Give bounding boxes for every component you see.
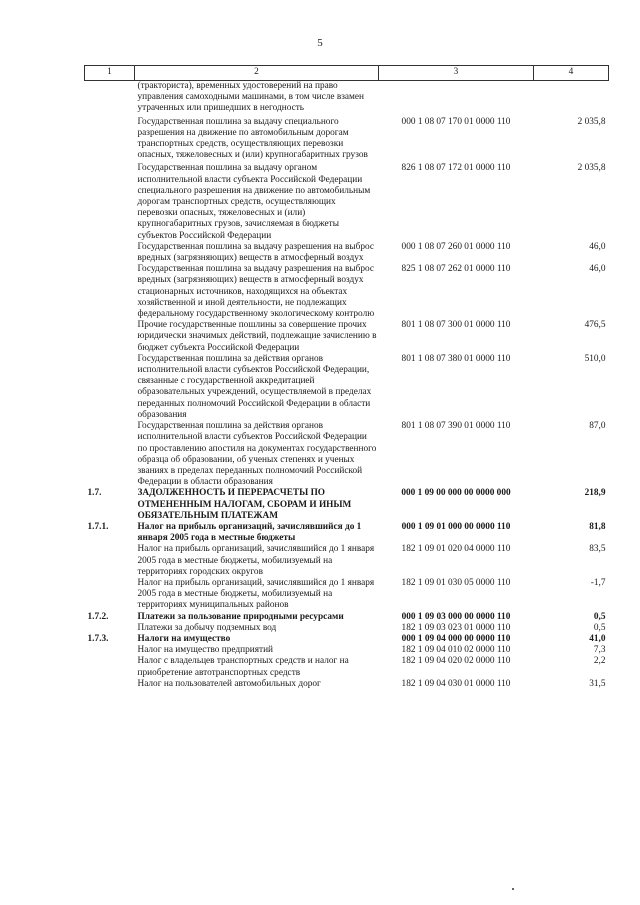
row-name: Государственная пошлина за выдачу специального разрешения на движение по автомобильным дорогам транспортных средств, осуществляющих перевозки опасных, тяжеловесных и (или) крупногабаритных грузов xyxy=(137,116,368,161)
table-row xyxy=(85,264,609,320)
scan-speck xyxy=(512,888,514,890)
row-code: 182 1 09 04 030 01 0000 110 xyxy=(401,678,511,689)
row-code: 000 1 09 04 000 00 0000 110 xyxy=(401,633,511,644)
table-row xyxy=(85,522,609,544)
row-amount: 31,5 xyxy=(589,678,606,689)
row-number xyxy=(85,421,135,488)
row-number xyxy=(85,320,135,354)
row-amount: 218,9 xyxy=(584,488,606,499)
header-cell: 1 xyxy=(85,66,135,81)
row-amount: 81,8 xyxy=(589,521,606,532)
table-row xyxy=(85,421,609,488)
row-number xyxy=(85,81,135,115)
table-row xyxy=(85,634,609,645)
row-amount: -1,7 xyxy=(590,577,606,588)
row-name: Налоги на имущество xyxy=(137,633,231,644)
row-code: 801 1 08 07 300 01 0000 110 xyxy=(401,320,511,331)
row-number xyxy=(85,578,135,612)
row-code: 182 1 09 04 020 02 0000 110 xyxy=(401,656,511,667)
table-row xyxy=(85,242,609,264)
row-amount: 83,5 xyxy=(589,544,606,555)
row-amount: 87,0 xyxy=(589,421,606,432)
row-name: Государственная пошлина за выдачу разрешения на выброс вредных (загрязняющих) веществ в атмосферный воздух xyxy=(137,241,375,264)
row-name: Государственная пошлина за действия органов исполнительной власти субъектов Российской Федерации, связанные с государственной аккредитацией образовательных учреждений, осуществляемой в пределах переданных полномочий Российской Федерации в области образования xyxy=(137,353,372,420)
row-amount: 2 035,8 xyxy=(577,163,606,174)
row-code: 000 1 09 03 000 00 0000 110 xyxy=(401,611,511,622)
row-name: ЗАДОЛЖЕННОСТЬ И ПЕРЕРАСЧЕТЫ ПО ОТМЕНЕННЫМ НАЛОГАМ, СБОРАМ И ИНЫМ ОБЯЗАТЕЛЬНЫМ ПЛАТЕЖАМ xyxy=(137,488,352,521)
row-amount: 0,5 xyxy=(593,622,606,633)
row-number xyxy=(85,679,135,690)
row-name: Налог с владельцев транспортных средств и налог на приобретение автотранспортных средств xyxy=(137,656,349,678)
row-number xyxy=(85,242,135,264)
row-code: 801 1 08 07 390 01 0000 110 xyxy=(401,421,511,432)
row-name: Платежи за пользование природными ресурсами xyxy=(137,611,344,622)
row-code: 000 1 08 07 170 01 0000 110 xyxy=(401,116,511,127)
row-number xyxy=(85,645,135,656)
row-number xyxy=(85,623,135,634)
row-name: (тракториста), временных удостоверений на право управления самоходными машинами, в том числе взамен утраченных или пришедших в негодность xyxy=(137,81,365,114)
row-code: 826 1 08 07 172 01 0000 110 xyxy=(401,163,511,174)
row-name: Налог на пользователей автомобильных дорог xyxy=(137,678,321,689)
table-row xyxy=(85,115,609,162)
row-name: Платежи за добычу подземных вод xyxy=(137,622,277,633)
header-cell: 3 xyxy=(379,66,534,81)
row-number xyxy=(85,354,135,421)
page-number: 5 xyxy=(317,37,323,49)
row-amount: 2,2 xyxy=(593,656,606,667)
row-amount: 7,3 xyxy=(593,645,606,656)
row-number xyxy=(85,161,135,241)
row-amount xyxy=(534,81,609,115)
table-row xyxy=(85,656,609,678)
table-row xyxy=(85,320,609,354)
row-name: Налог на прибыль организаций, зачислявшийся до 1 января 2005 года в местные бюджеты, мобилизуемый на территориях муниципальных районов xyxy=(137,577,375,611)
row-code: 182 1 09 04 010 02 0000 110 xyxy=(401,645,511,656)
row-name: Прочие государственные пошлины за совершение прочих юридически значимых действий, подлежащие зачислению в бюджет субъекта Российской Федерации xyxy=(137,320,377,353)
row-code: 801 1 08 07 380 01 0000 110 xyxy=(401,353,511,364)
row-name: Налог на имущество предприятий xyxy=(137,645,274,656)
row-number: 1.7.3. xyxy=(87,633,109,644)
row-number xyxy=(85,544,135,578)
row-number: 1.7. xyxy=(87,488,102,499)
row-number xyxy=(85,656,135,678)
table-row xyxy=(85,161,609,241)
header-cell: 2 xyxy=(135,66,379,81)
table-body xyxy=(85,81,609,690)
table-row xyxy=(85,544,609,578)
row-number: 1.7.2. xyxy=(87,611,109,622)
row-number: 1.7.1. xyxy=(87,521,109,532)
table-row xyxy=(85,679,609,690)
revenue-table xyxy=(84,65,609,690)
table-row xyxy=(85,623,609,634)
table-row xyxy=(85,488,609,522)
row-name: Налог на прибыль организаций, зачислявшийся до 1 января 2005 года в местные бюджеты, мобилизуемый на территориях городских округов xyxy=(137,544,375,577)
row-name: Государственная пошлина за выдачу разрешения на выброс вредных (загрязняющих) веществ в атмосферный воздух стационарных источников, находящихся на объектах хозяйственной и иной деятельности, не подлежащих федеральному государственному экологическому контролю xyxy=(137,264,375,320)
row-amount: 46,0 xyxy=(589,264,606,275)
row-amount: 46,0 xyxy=(589,241,606,252)
row-amount: 476,5 xyxy=(584,320,606,331)
row-code: 182 1 09 01 020 04 0000 110 xyxy=(401,544,511,555)
table-header-row xyxy=(85,66,609,81)
row-code: 000 1 09 00 000 00 0000 000 xyxy=(401,488,511,499)
row-code: 000 1 09 01 000 00 0000 110 xyxy=(401,521,511,532)
row-amount: 510,0 xyxy=(584,353,606,364)
table-row xyxy=(85,612,609,623)
row-number xyxy=(85,115,135,162)
table-row xyxy=(85,81,609,115)
row-amount: 41,0 xyxy=(589,633,606,644)
row-code xyxy=(379,81,534,115)
row-code: 182 1 09 01 030 05 0000 110 xyxy=(401,577,511,588)
table-row xyxy=(85,354,609,421)
table-row xyxy=(85,645,609,656)
table-row xyxy=(85,578,609,612)
header-cell: 4 xyxy=(534,66,609,81)
row-number xyxy=(85,264,135,320)
row-code: 000 1 08 07 260 01 0000 110 xyxy=(401,241,511,252)
row-name: Государственная пошлина за выдачу органом исполнительной власти субъекта Российской Федерации специального разрешения на движение по автомобильным дорогам транспортных средств, осуществляющих перевозки опасных, тяжеловесных и (или) крупногабаритных грузов, зачисляемая в бюджеты субъектов Российской Федерации xyxy=(137,163,371,241)
row-amount: 2 035,8 xyxy=(577,116,606,127)
row-code: 182 1 09 03 023 01 0000 110 xyxy=(401,622,511,633)
row-name: Налог на прибыль организаций, зачислявшийся до 1 января 2005 года в местные бюджеты xyxy=(137,521,362,544)
row-code: 825 1 08 07 262 01 0000 110 xyxy=(401,264,511,275)
row-amount: 0,5 xyxy=(593,611,606,622)
row-name: Государственная пошлина за действия органов исполнительной власти субъектов Российской Федерации по проставлению апостиля на документах государственного образца об образовании, об ученых степенях и ученых званиях в пределах переданных полномочий Российской Федерации в области образования xyxy=(137,421,377,488)
